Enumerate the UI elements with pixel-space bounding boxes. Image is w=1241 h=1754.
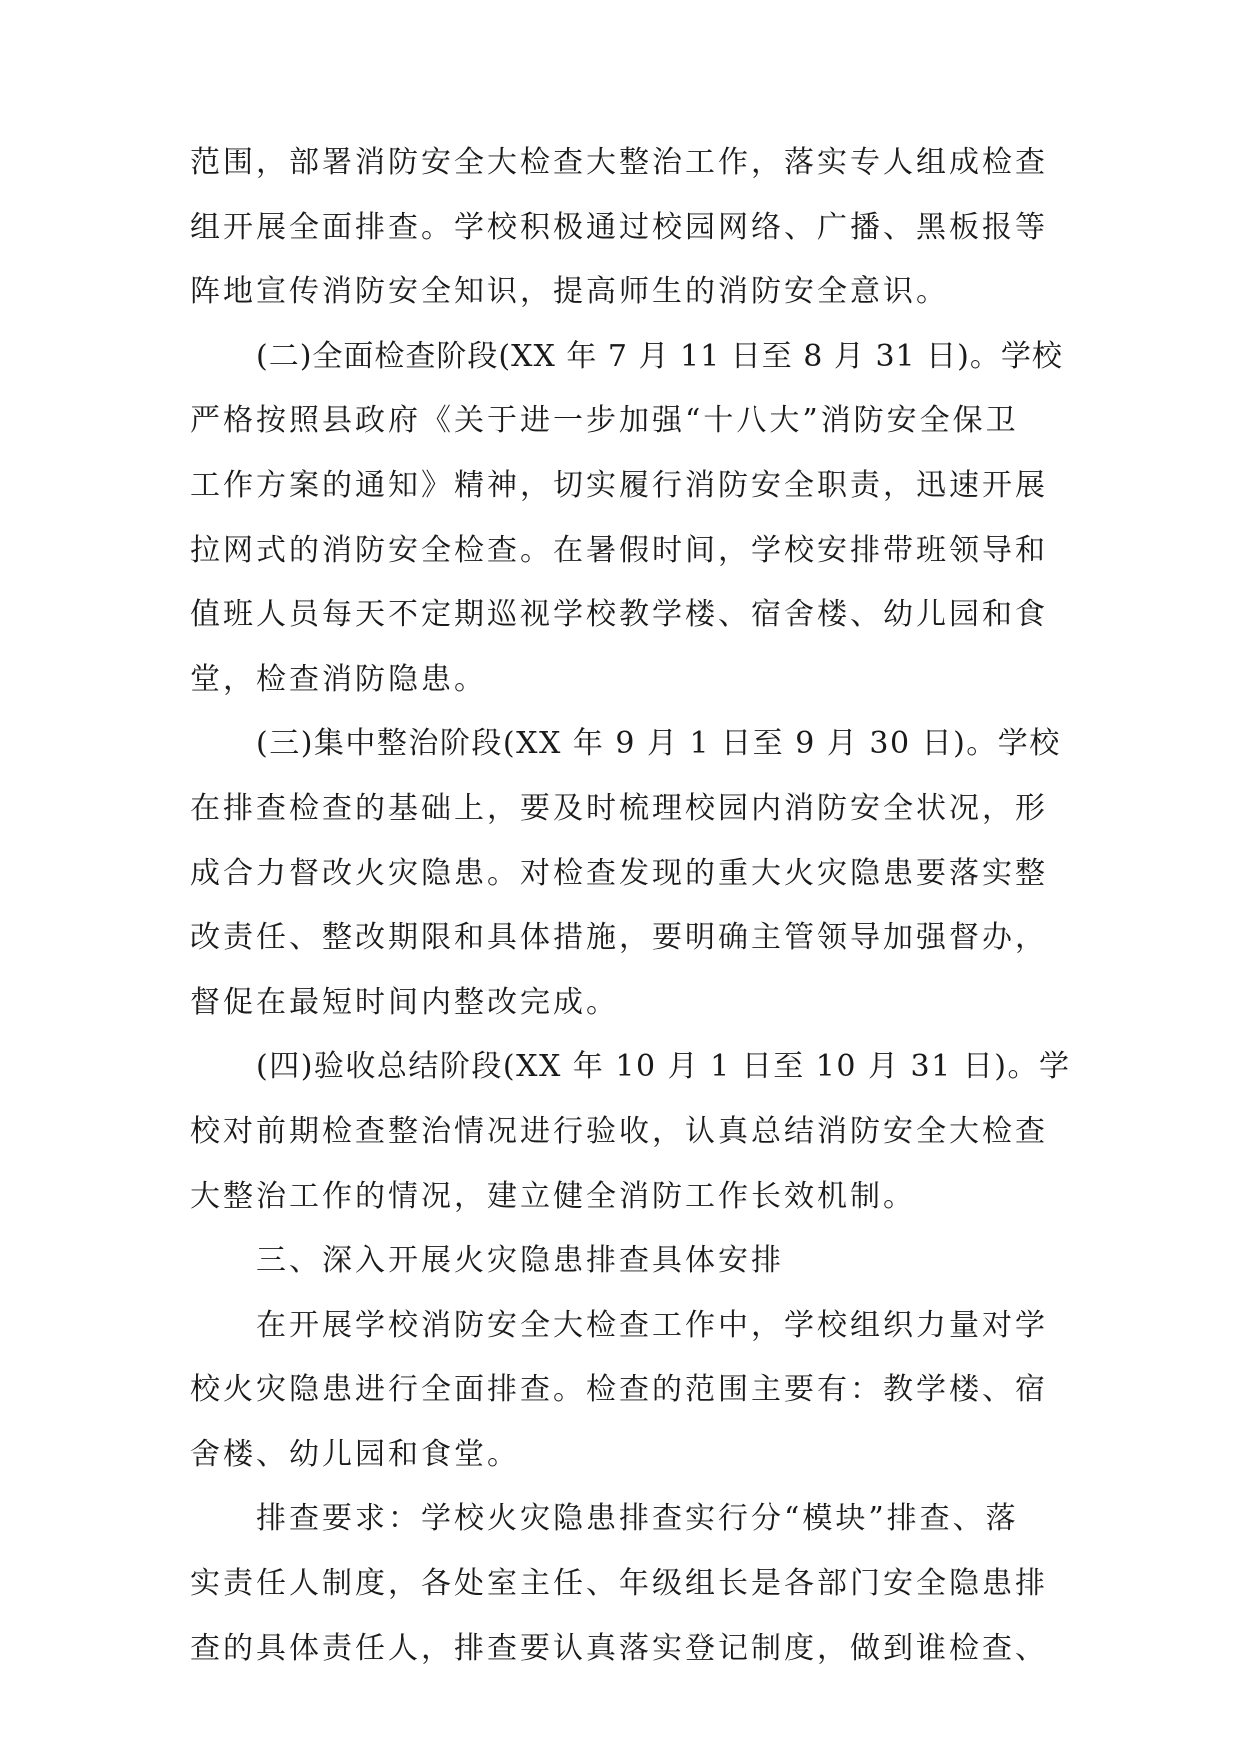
text-line: (二)全面检查阶段(XX 年 7 月 11 日至 8 月 31 日)。学校 — [256, 338, 1063, 374]
text-line: 大整治工作的情况，建立健全消防工作长效机制。 — [190, 1178, 916, 1214]
text-line: 实责任人制度，各处室主任、年级组长是各部门安全隐患排 — [190, 1566, 1048, 1602]
text-line: 在排查检查的基础上，要及时梳理校园内消防安全状况，形 — [190, 790, 1048, 826]
text-line: 在开展学校消防安全大检查工作中，学校组织力量对学 — [256, 1307, 1048, 1343]
text-line: 工作方案的通知》精神，切实履行消防安全职责，迅速开展 — [190, 467, 1048, 503]
document-body — [190, 145, 1071, 1698]
text-line: 堂，检查消防隐患。 — [190, 661, 487, 697]
text-line: 督促在最短时间内整改完成。 — [190, 984, 619, 1020]
text-line: 成合力督改火灾隐患。对检查发现的重大火灾隐患要落实整 — [190, 855, 1048, 891]
text-line: 严格按照县政府《关于进一步加强“十八大”消防安全保卫 — [190, 403, 1019, 439]
text-line: 校对前期检查整治情况进行验收，认真总结消防安全大检查 — [190, 1113, 1048, 1149]
text-line: 拉网式的消防安全检查。在暑假时间，学校安排带班领导和 — [190, 532, 1048, 568]
text-line: 排查要求：学校火灾隐患排查实行分“模块”排查、落 — [256, 1501, 1019, 1537]
text-line: (三)集中整治阶段(XX 年 9 月 1 日至 9 月 30 日)。学校 — [256, 726, 1061, 762]
text-line: (四)验收总结阶段(XX 年 10 月 1 日至 10 月 31 日)。学 — [256, 1049, 1071, 1085]
text-line: 校火灾隐患进行全面排查。检查的范围主要有：教学楼、宿 — [190, 1372, 1048, 1408]
text-line: 三、深入开展火灾隐患排查具体安排 — [256, 1243, 784, 1279]
text-line: 改责任、整改期限和具体措施，要明确主管领导加强督办， — [190, 920, 1048, 956]
text-line: 值班人员每天不定期巡视学校教学楼、宿舍楼、幼儿园和食 — [190, 597, 1048, 633]
text-line: 查的具体责任人，排查要认真落实登记制度，做到谁检查、 — [190, 1630, 1048, 1666]
text-line: 舍楼、幼儿园和食堂。 — [190, 1436, 520, 1472]
text-line: 阵地宣传消防安全知识，提高师生的消防安全意识。 — [190, 274, 949, 310]
text-line: 组开展全面排查。学校积极通过校园网络、广播、黑板报等 — [190, 209, 1048, 245]
text-line: 范围，部署消防安全大检查大整治工作，落实专人组成检查 — [190, 145, 1048, 180]
